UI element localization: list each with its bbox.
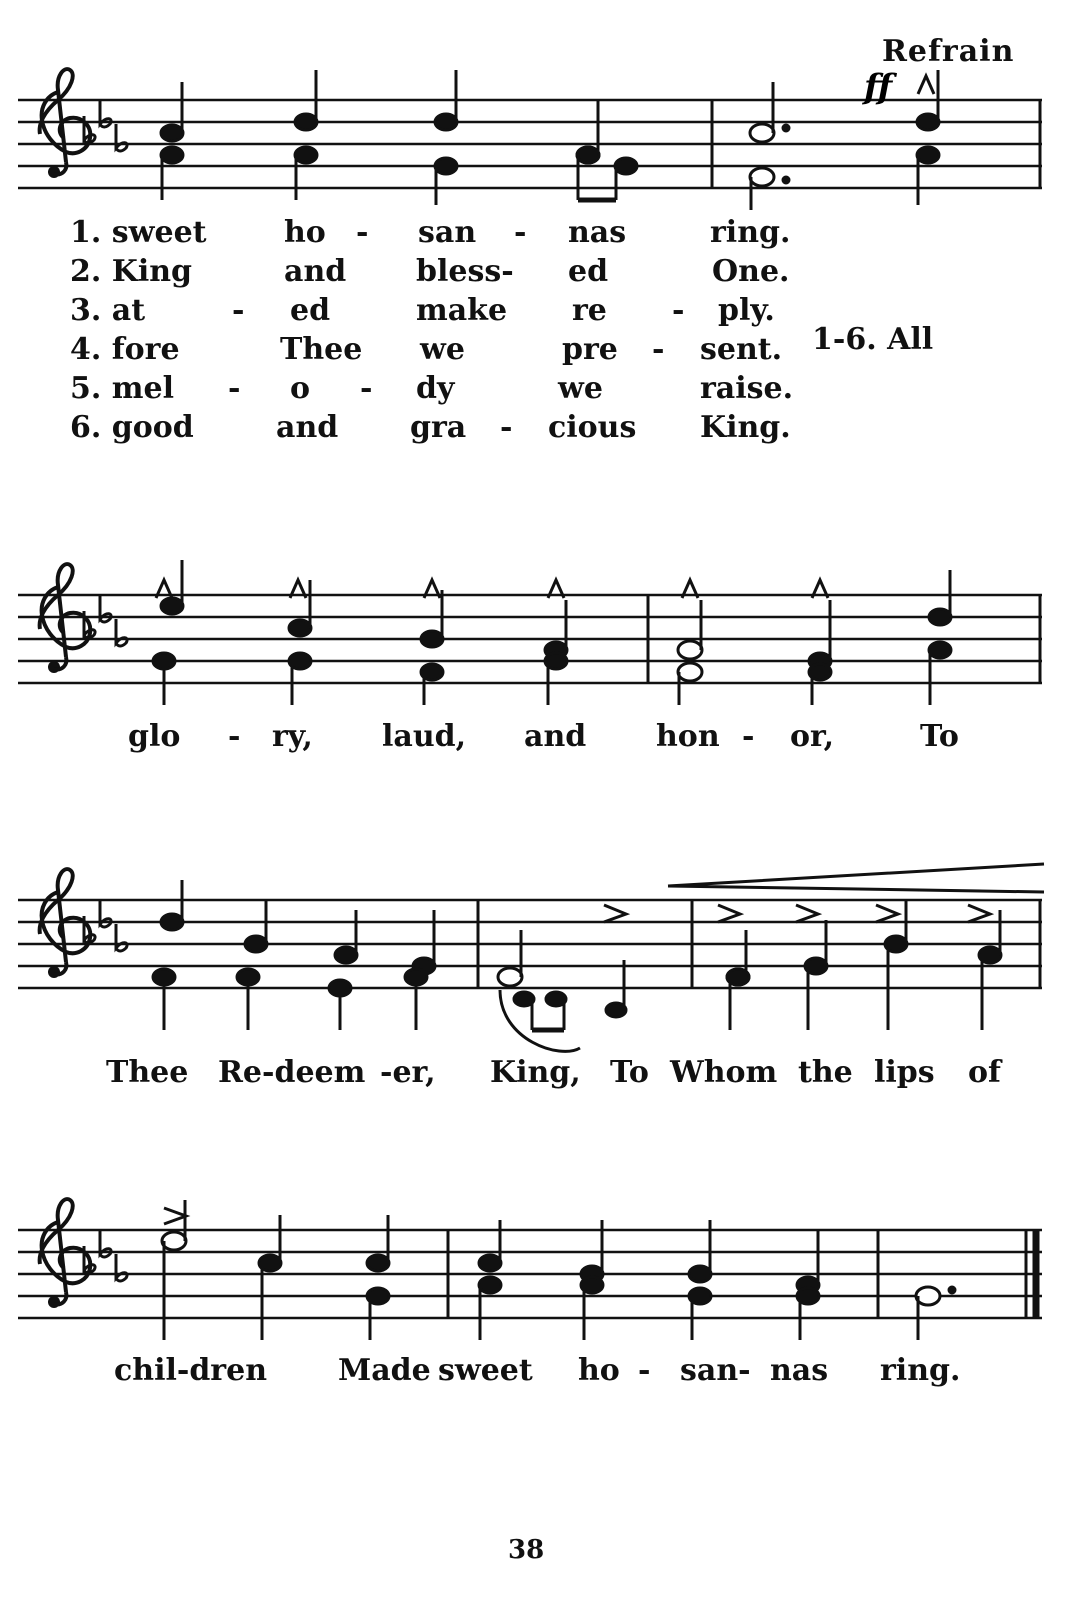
lyric-syllable: Thee xyxy=(106,1055,189,1090)
lyric-syllable: To xyxy=(920,719,959,754)
verse-2-syllable: bless- xyxy=(416,254,514,289)
verse-2-syllable: and xyxy=(284,254,347,289)
lyric-syllable: lips xyxy=(874,1055,935,1090)
verse-5-syllable: - xyxy=(228,371,241,406)
lyric-syllable: or, xyxy=(790,719,835,754)
verse-5-syllable: - xyxy=(360,371,373,406)
verse-3-syllable: - xyxy=(672,293,685,328)
verse-3-syllable: ed xyxy=(290,293,331,328)
refrain-label: Refrain xyxy=(882,34,1015,69)
lyric-syllable: san- xyxy=(680,1353,751,1388)
verse-6-syllable: cious xyxy=(548,410,637,445)
verse-4-syllable: 4. fore xyxy=(70,332,180,367)
verse-2-syllable: 2. King xyxy=(70,254,193,289)
verse-5-syllable: 5. mel xyxy=(70,371,174,406)
lyric-syllable: hon xyxy=(656,719,720,754)
verse-6-syllable: gra xyxy=(410,410,467,445)
verse-2-syllable: One. xyxy=(712,254,790,289)
lyric-syllable: - xyxy=(638,1353,651,1388)
verse-1-syllable: - xyxy=(514,215,527,250)
lyric-syllable: - xyxy=(742,719,755,754)
verse-4-syllable: we xyxy=(420,332,465,367)
lyric-syllable: ry, xyxy=(272,719,313,754)
lyric-syllable: To xyxy=(610,1055,649,1090)
verse-1-syllable: 1. sweet xyxy=(70,215,207,250)
page-number: 38 xyxy=(508,1535,545,1565)
verse-5-syllable: raise. xyxy=(700,371,794,406)
verse-4-syllable: pre xyxy=(562,332,618,367)
lyric-syllable: the xyxy=(798,1055,853,1090)
verse-3-syllable: make xyxy=(416,293,508,328)
verse-4-syllable: Thee xyxy=(280,332,363,367)
verse-3-syllable: ply. xyxy=(718,293,775,328)
verse-6-syllable: 6. good xyxy=(70,410,194,445)
lyric-syllable: glo xyxy=(128,719,181,754)
lyric-syllable: Made xyxy=(338,1353,431,1388)
verse-5-syllable: o xyxy=(290,371,311,406)
lyric-syllable: chil-dren xyxy=(114,1353,268,1388)
verse-1-syllable: nas xyxy=(568,215,627,250)
verse-1-syllable: san xyxy=(418,215,477,250)
crescendo-hairpin xyxy=(668,864,1044,892)
verse-4-syllable: sent. xyxy=(700,332,783,367)
verse-6-syllable: and xyxy=(276,410,339,445)
lyric-syllable: King, xyxy=(490,1055,581,1090)
verse-4-syllable: - xyxy=(652,332,665,367)
lyric-syllable: - xyxy=(228,719,241,754)
verse-6-syllable: - xyxy=(500,410,513,445)
lyric-syllable: and xyxy=(524,719,587,754)
verse-3-syllable: 3. at xyxy=(70,293,146,328)
lyric-syllable: Whom xyxy=(670,1055,778,1090)
lyric-syllable: sweet xyxy=(438,1353,533,1388)
lyric-syllable: -er, xyxy=(380,1055,436,1090)
verse-5-syllable: dy xyxy=(416,371,455,406)
lyric-syllable: Re-deem xyxy=(218,1055,366,1090)
verse-2-syllable: ed xyxy=(568,254,609,289)
lyric-syllable: ring. xyxy=(880,1353,961,1388)
verse-1-syllable: ho xyxy=(284,215,326,250)
verse-3-syllable: re xyxy=(572,293,607,328)
lyric-syllable: nas xyxy=(770,1353,829,1388)
verse-5-syllable: we xyxy=(558,371,603,406)
verse-1-syllable: ring. xyxy=(710,215,791,250)
dynamic-ff: ff xyxy=(864,67,893,107)
verse-6-syllable: King. xyxy=(700,410,791,445)
verse-3-syllable: - xyxy=(232,293,245,328)
staff-system-1 xyxy=(18,100,1042,188)
lyric-syllable: laud, xyxy=(382,719,467,754)
lyric-syllable: ho xyxy=(578,1353,620,1388)
lyric-syllable: of xyxy=(968,1055,1001,1090)
verse-1-syllable: - xyxy=(356,215,369,250)
refrain-pickup-lyric: 1-6. All xyxy=(812,322,934,357)
